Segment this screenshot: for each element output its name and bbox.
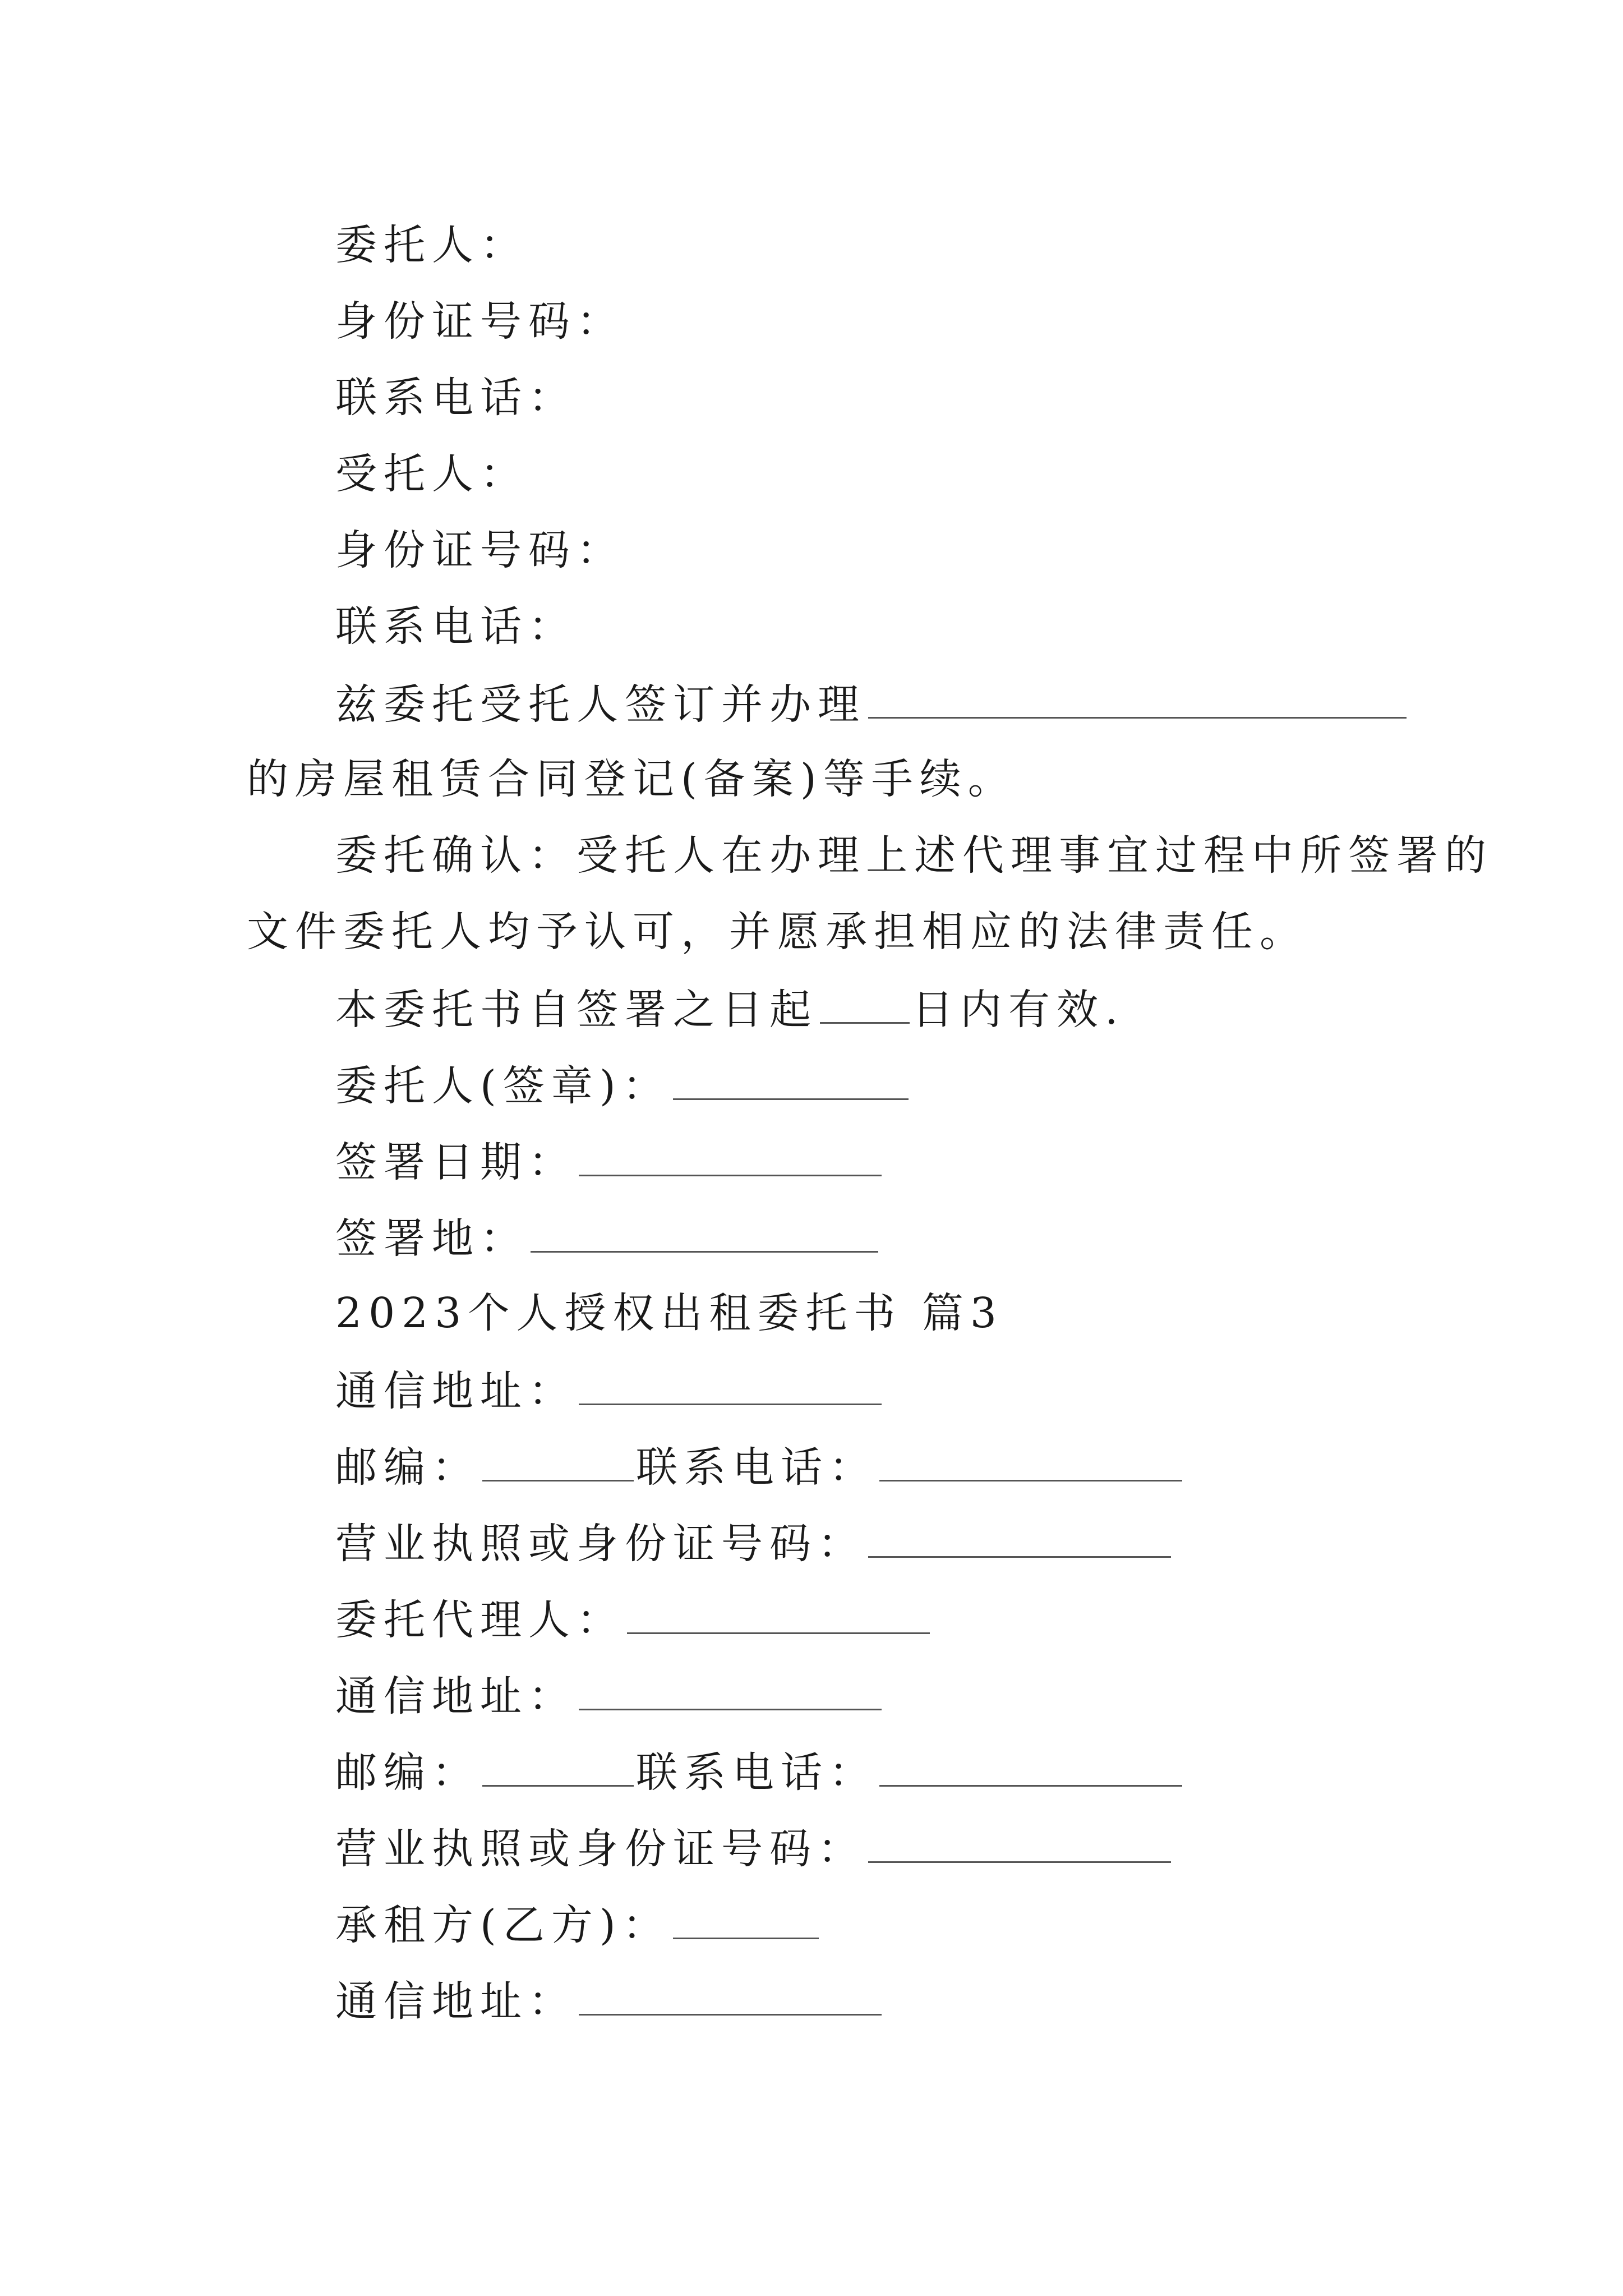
principal-phone-label	[335, 374, 577, 422]
confirmation-paragraph-cont	[247, 908, 1308, 956]
address-blank-3	[579, 1979, 882, 2016]
text: 委托人(签章)：	[335, 1062, 671, 1110]
text: 营业执照或身份证号码：	[335, 1825, 866, 1873]
text: 的房屋租赁合同登记(备案)等手续。	[247, 755, 1016, 803]
agent-phone-label	[335, 602, 577, 651]
agent-rep-blank	[627, 1598, 930, 1634]
tenant-blank	[673, 1903, 819, 1939]
text: 邮编：	[335, 1443, 480, 1492]
address-blank	[579, 1369, 882, 1405]
principal-id-label	[335, 297, 625, 346]
text: 签署日期：	[335, 1138, 577, 1186]
date-blank	[579, 1140, 882, 1176]
principal-label	[335, 221, 528, 269]
text: 邮编：	[335, 1749, 480, 1797]
agent-id-label	[335, 526, 625, 574]
text: 2023个人授权出租委托书 篇3	[335, 1289, 1003, 1337]
text: 签署地：	[335, 1214, 528, 1263]
license-id-line	[335, 1520, 1173, 1568]
text: 身份证号码：	[335, 526, 625, 574]
authorization-sentence-cont	[247, 755, 1016, 803]
signature-line	[335, 1062, 911, 1110]
text: 兹委托受托人签订并办理	[335, 680, 866, 729]
address-line-2	[335, 1672, 884, 1720]
address-blank-2	[579, 1674, 882, 1710]
text: 委托人：	[335, 221, 528, 269]
text: 身份证号码：	[335, 297, 625, 346]
confirmation-paragraph	[335, 831, 1493, 880]
address-line	[335, 1367, 884, 1415]
agent-rep-line	[335, 1596, 932, 1644]
days-blank	[820, 987, 910, 1024]
property-blank	[868, 682, 1407, 719]
signature-blank	[673, 1064, 909, 1100]
sign-date-line	[335, 1138, 884, 1186]
text: 日内有效.	[912, 986, 1125, 1034]
text: 承租方(乙方)：	[335, 1901, 671, 1949]
postcode-phone-line	[335, 1443, 1184, 1492]
license-blank	[868, 1521, 1171, 1558]
text: 委托代理人：	[335, 1596, 625, 1644]
text: 文件委托人均予认可，并愿承担相应的法律责任。	[247, 908, 1308, 956]
agent-label	[335, 450, 528, 498]
text: 本委托书自签署之日起	[335, 986, 818, 1034]
postcode-blank	[482, 1445, 634, 1481]
postcode-blank-2	[482, 1750, 634, 1787]
license-blank-2	[868, 1826, 1171, 1863]
validity-sentence	[335, 986, 1125, 1034]
text: 通信地址：	[335, 1977, 577, 2026]
text: 联系电话：	[636, 1749, 877, 1797]
phone-blank	[879, 1445, 1182, 1481]
text: 营业执照或身份证号码：	[335, 1520, 866, 1568]
license-id-line-2	[335, 1825, 1173, 1873]
address-line-3	[335, 1977, 884, 2026]
authorization-sentence	[335, 680, 1409, 729]
postcode-phone-line-2	[335, 1749, 1184, 1797]
text: 联系电话：	[335, 602, 577, 651]
text: 通信地址：	[335, 1672, 577, 1720]
text: 联系电话：	[636, 1443, 877, 1492]
text: 受托人：	[335, 450, 528, 498]
tenant-line	[335, 1901, 821, 1949]
text: 联系电话：	[335, 374, 577, 422]
text: 通信地址：	[335, 1367, 577, 1415]
place-blank	[531, 1216, 878, 1253]
section-heading	[335, 1289, 1003, 1337]
sign-place-line	[335, 1214, 880, 1263]
text: 委托确认：受托人在办理上述代理事宜过程中所签署的	[335, 831, 1493, 880]
phone-blank-2	[879, 1750, 1182, 1787]
